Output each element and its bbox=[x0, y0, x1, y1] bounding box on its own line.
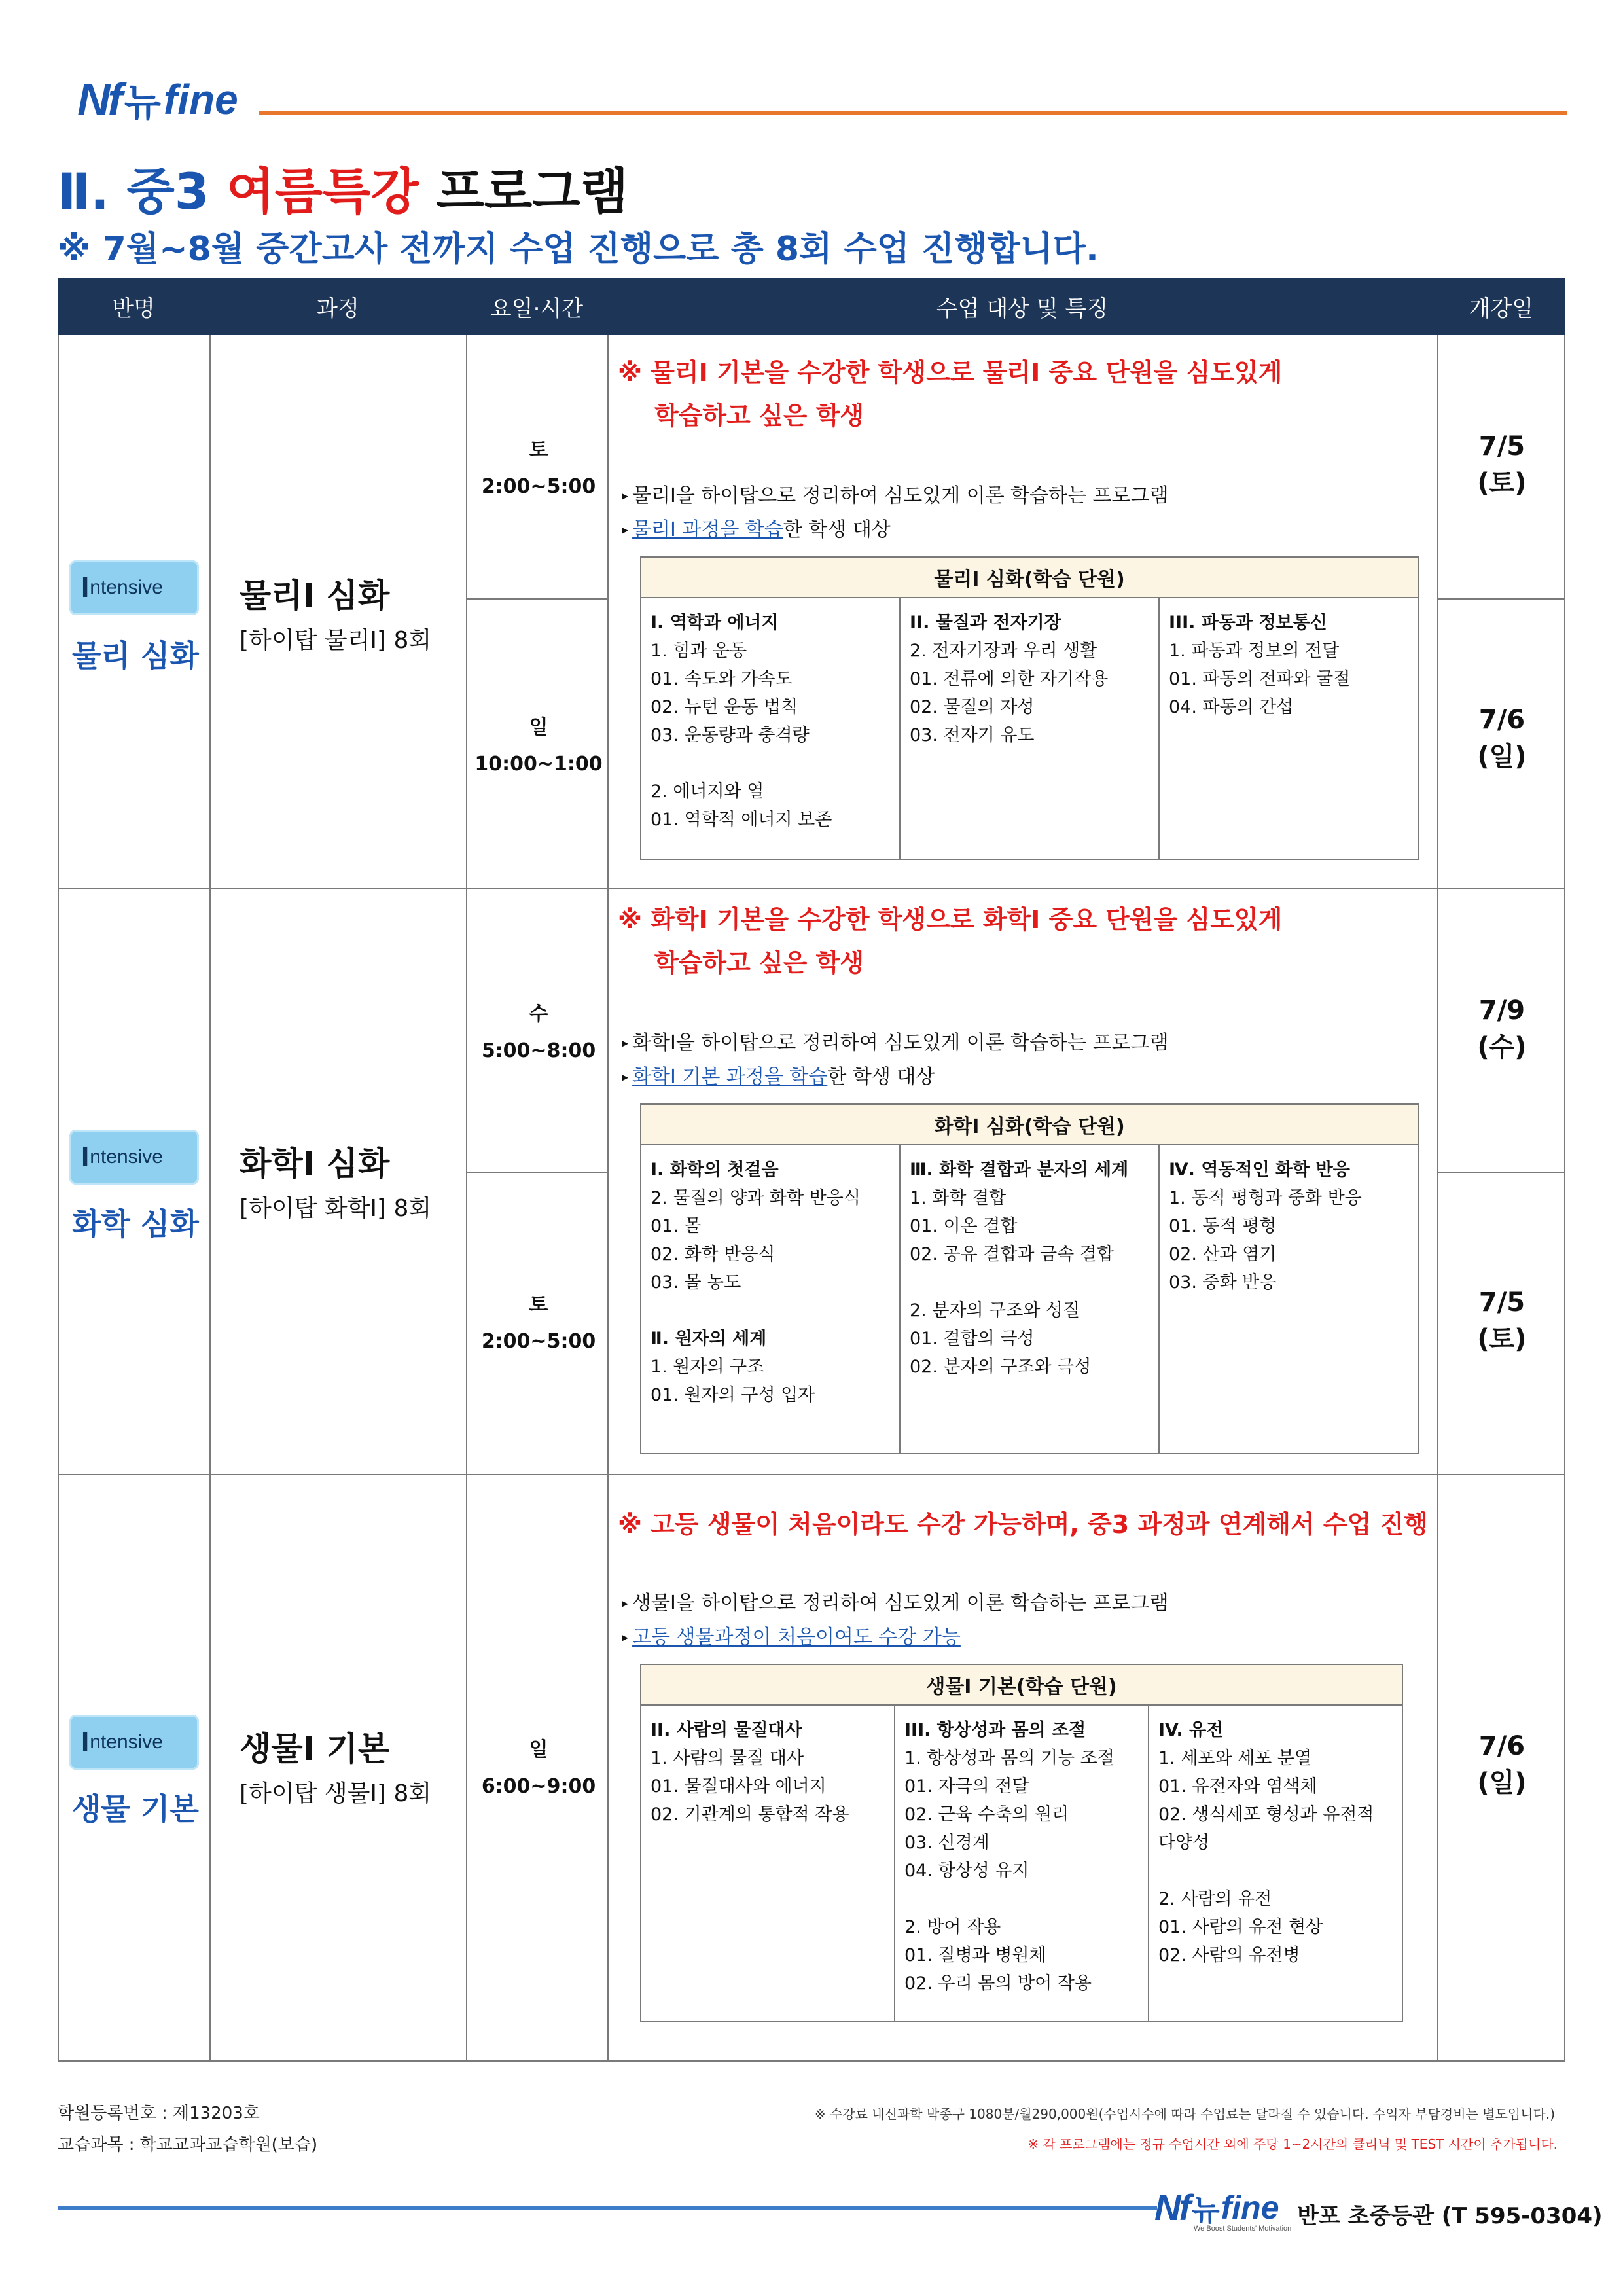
highlight-link-text: 물리I 과정을 학습 bbox=[632, 518, 783, 541]
footer-divider bbox=[58, 2206, 1157, 2210]
grid-line bbox=[466, 598, 609, 600]
class-name: 생물 기본 bbox=[72, 1791, 199, 1827]
grid-line bbox=[58, 335, 59, 2060]
unit-box bbox=[640, 1103, 1419, 1454]
start-date: 7/6 (일) bbox=[1477, 705, 1527, 772]
unit-box-title: 생물I 기본(학습 단원) bbox=[641, 1665, 1402, 1706]
unit-column: I. 역학과 에너지 1. 힘과 운동 01. 속도와 가속도 02. 뉴턴 운동 법칙 03. 운동량과 충격량 2. 에너지와 열 01. 역학적 에너지 보존 bbox=[651, 613, 832, 830]
feature-bullet: ▸ 고등 생물과정이 처음이여도 수강 가능 bbox=[622, 1626, 961, 1649]
logo-tagline: We Boost Students' Motivation bbox=[1194, 2225, 1292, 2233]
grid-line bbox=[209, 335, 211, 2060]
intensive-badge: I ntensive bbox=[69, 560, 199, 615]
highlight-link-text: 화학I 기본 과정을 학습 bbox=[632, 1066, 828, 1088]
grid-line bbox=[58, 2060, 1565, 2062]
start-date: 7/6 (일) bbox=[1477, 1731, 1527, 1798]
logo-english: fine bbox=[1221, 2189, 1279, 2226]
title-highlight: 여름특강 bbox=[226, 162, 419, 221]
logo-english: fine bbox=[163, 76, 238, 123]
target-description: ※ 고등 생물이 처음이라도 수강 가능하며, 중3 과정과 연계해서 수업 진행 bbox=[618, 1510, 1428, 1539]
unit-box-title: 화학I 심화(학습 단원) bbox=[641, 1105, 1418, 1145]
unit-column: II. 사람의 물질대사 1. 사람의 물질 대사 01. 물질대사와 에너지 02. 기관계의 통합적 작용 bbox=[651, 1720, 849, 1825]
grid-line bbox=[1437, 598, 1565, 600]
feature-bullet: ▸ 화학I 기본 과정을 학습한 학생 대상 bbox=[622, 1066, 935, 1088]
header-class: 반명 bbox=[112, 295, 155, 322]
grid-line bbox=[1437, 335, 1438, 2060]
intensive-badge: I ntensive bbox=[69, 1130, 199, 1185]
start-date: 7/5 (토) bbox=[1477, 1287, 1527, 1354]
page-subtitle: ※ 7월~8월 중간고사 전까지 수업 진행으로 총 8회 수업 진행합니다. bbox=[58, 230, 1099, 269]
target-description: ※ 화학I 기본을 수강한 학생으로 화학I 중요 단원을 심도있게 학습하고 싶은 학생 bbox=[618, 905, 1283, 977]
unit-column: Ⅳ. 역동적인 화학 반응 1. 동적 평형과 중화 반응 01. 동적 평형 02. 산과 염기 03. 중화 반응 bbox=[1158, 1144, 1418, 1453]
title-prefix: Ⅱ. 중3 bbox=[58, 162, 227, 221]
campus-contact: 반포 초중등관 (T 595-0304) bbox=[1297, 2203, 1603, 2229]
unit-box bbox=[640, 1664, 1403, 2022]
start-date: 7/5 (토) bbox=[1477, 431, 1527, 498]
feature-bullet: ▸ 화학I을 하이탑으로 정리하여 심도있게 이론 학습하는 프로그램 bbox=[622, 1031, 1169, 1054]
logo-korean: 뉴 bbox=[124, 81, 161, 125]
grid-line bbox=[58, 888, 1565, 889]
unit-column: Ⅰ. 화학의 첫걸음 2. 물질의 양과 화학 반응식 01. 몰 02. 화학 반응식 03. 몰 농도 Ⅱ. 원자의 세계 1. 원자의 구조 01. 원자의 구성 입자 bbox=[651, 1160, 861, 1405]
course-name: 물리I 심화 bbox=[240, 577, 390, 615]
schedule-slot: 일 10:00~1:00 bbox=[474, 716, 603, 776]
footer-logo bbox=[1154, 2186, 1291, 2233]
course-subtitle: [하이탑 생물I] 8회 bbox=[240, 1780, 432, 1807]
header-start: 개강일 bbox=[1469, 295, 1534, 322]
highlight-link-text: 고등 생물과정이 처음이여도 수강 가능 bbox=[632, 1626, 961, 1649]
target-description: ※ 물리I 기본을 수강한 학생으로 물리I 중요 단원을 심도있게 학습하고 싶은 학생 bbox=[618, 358, 1283, 430]
grid-line bbox=[466, 1172, 609, 1173]
brand-logo bbox=[77, 73, 238, 126]
grid-line bbox=[1564, 335, 1565, 2060]
schedule-slot: 토 2:00~5:00 bbox=[481, 439, 596, 498]
tuition-note: ※ 수강료 내신과학 박종구 1080분/월290,000원(수업시수에 따라 수업료는 달라질 수 있습니다. 수익자 부담경비는 별도입니다.) bbox=[814, 2106, 1555, 2122]
unit-column: II. 물질과 전자기장 2. 전자기장과 우리 생활 01. 전류에 의한 자기작용 02. 물질의 자성 03. 전자기 유도 bbox=[899, 597, 1158, 859]
grid-line bbox=[466, 335, 467, 2060]
title-suffix: 프로그램 bbox=[418, 162, 628, 221]
unit-box-title: 물리I 심화(학습 단원) bbox=[641, 558, 1418, 598]
unit-column: Ⅲ. 화학 결합과 분자의 세계 1. 화학 결합 01. 이온 결합 02. 공유 결합과 금속 결합 2. 분자의 구조와 성질 01. 결합의 극성 02. 분자의 구조와 극성 bbox=[899, 1144, 1158, 1453]
intensive-badge: I ntensive bbox=[69, 1715, 199, 1770]
grid-line bbox=[1437, 1172, 1565, 1173]
course-name: 생물I 기본 bbox=[240, 1730, 390, 1768]
logo-nf-mark: Nf bbox=[77, 74, 120, 125]
header-divider bbox=[259, 111, 1567, 115]
page-title bbox=[58, 152, 628, 223]
unit-box bbox=[640, 556, 1419, 860]
class-name: 화학 심화 bbox=[72, 1206, 199, 1242]
schedule-slot: 수 5:00~8:00 bbox=[481, 1003, 596, 1062]
course-name: 화학I 심화 bbox=[240, 1145, 390, 1183]
start-date: 7/9 (수) bbox=[1477, 996, 1527, 1062]
grid-line bbox=[58, 1474, 1565, 1475]
unit-column: III. 파동과 정보통신 1. 파동과 정보의 전달 01. 파동의 전파와 굴절 04. 파동의 간섭 bbox=[1158, 597, 1418, 859]
feature-bullet: ▸ 물리I 과정을 학습한 학생 대상 bbox=[622, 518, 891, 541]
schedule-slot: 토 2:00~5:00 bbox=[481, 1293, 596, 1353]
grid-line bbox=[607, 335, 609, 2060]
feature-bullet: ▸ 생물I을 하이탑으로 정리하여 심도있게 이론 학습하는 프로그램 bbox=[622, 1592, 1169, 1615]
feature-bullet: ▸ 물리I을 하이탑으로 정리하여 심도있게 이론 학습하는 프로그램 bbox=[622, 484, 1169, 507]
table-header bbox=[58, 278, 1565, 335]
unit-column: III. 항상성과 몸의 조절 1. 항상성과 몸의 기능 조절 01. 자극의 전달 02. 근육 수축의 원리 03. 신경계 04. 항상성 유지 2. 방어 작용 01. 질병과 병원체 02. 우리 몸의 방어 작용 bbox=[894, 1704, 1148, 2021]
teaching-subject: 교습과목 : 학교교과교습학원(보습) bbox=[58, 2135, 318, 2155]
header-target: 수업 대상 및 특징 bbox=[936, 295, 1109, 322]
course-subtitle: [하이탑 화학I] 8회 bbox=[240, 1195, 432, 1222]
unit-column: IV. 유전 1. 세포와 세포 분열 01. 유전자와 염색체 02. 생식세포 형성과 유전적 다양성 2. 사람의 유전 01. 사람의 유전 현상 02. 사람의 유전병 bbox=[1148, 1704, 1402, 2021]
schedule-slot: 일 6:00~9:00 bbox=[481, 1738, 596, 1798]
logo-nf-mark: Nf bbox=[1154, 2187, 1190, 2228]
clinic-note: ※ 각 프로그램에는 정규 수업시간 외에 주당 1~2시간의 클리닉 및 TEST 시간이 추가됩니다. bbox=[1027, 2136, 1558, 2152]
header-course: 과정 bbox=[316, 295, 359, 322]
registration-number: 학원등록번호 : 제13203호 bbox=[58, 2104, 260, 2123]
logo-korean: 뉴 bbox=[1192, 2193, 1220, 2227]
class-name: 물리 심화 bbox=[72, 638, 199, 673]
course-subtitle: [하이탑 물리I] 8회 bbox=[240, 627, 432, 654]
header-time: 요일·시간 bbox=[490, 295, 584, 322]
